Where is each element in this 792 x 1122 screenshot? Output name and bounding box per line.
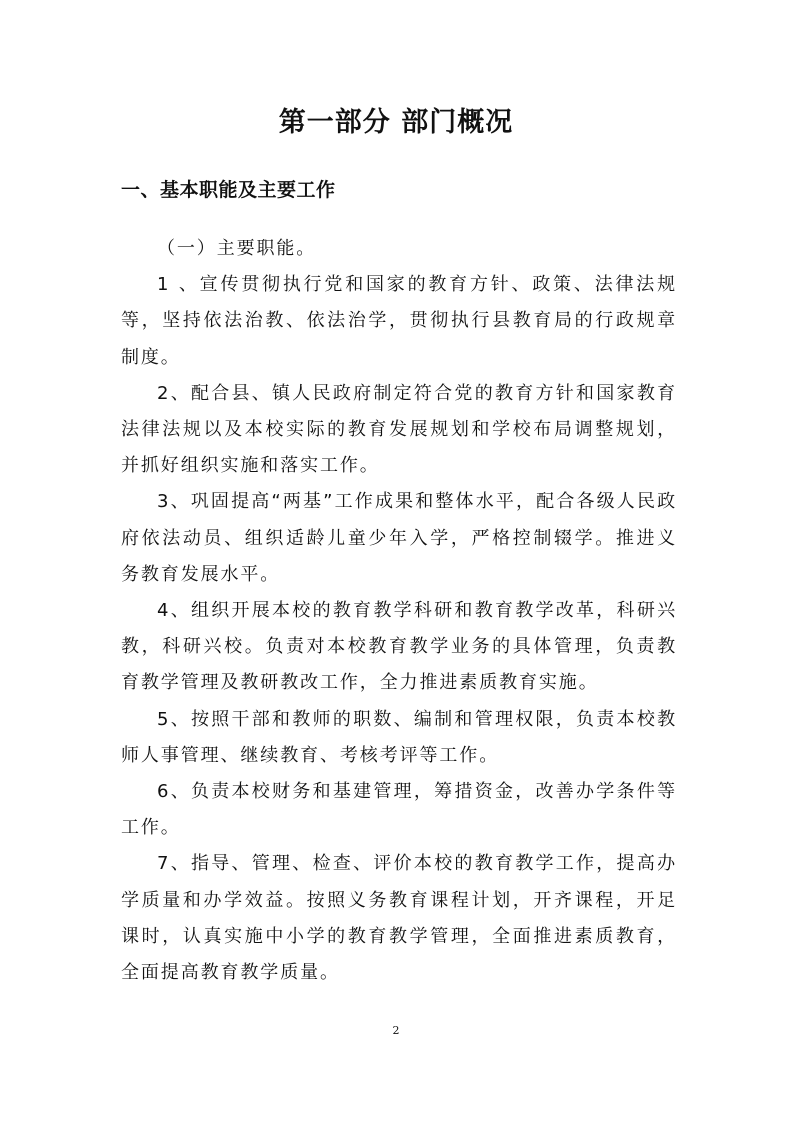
- subheading: （一）主要职能。: [157, 238, 317, 259]
- paragraph-3: 3、巩固提高“两基”工作成果和整体水平，配合各级人民政府依法动员、组织适龄儿童少年入学，严格控制辍学。推进义务教育发展水平。: [121, 491, 677, 585]
- paragraph-2: 2、配合县、镇人民政府制定符合党的教育方针和国家教育法律法规以及本校实际的教育发展规划和学校布局调整规划，并抓好组织实施和落实工作。: [121, 382, 677, 477]
- paragraph-5: 5、按照干部和教师的职数、编制和管理权限，负责本校教师人事管理、继续教育、考核考评等工作。: [121, 708, 677, 766]
- paragraph-1: 1 、宣传贯彻执行党和国家的教育方针、政策、法律法规等，坚持依法治教、依法治学，贯彻执行县教育局的行政规章制度。: [121, 274, 677, 368]
- section-heading: 一、基本职能及主要工作: [121, 179, 336, 201]
- paragraph-6: 6、负责本校财务和基建管理，筹措资金，改善办学条件等工作。: [121, 781, 677, 839]
- page-title: 第一部分 部门概况: [278, 107, 514, 138]
- paragraph-4: 4、组织开展本校的教育教学科研和教育教学改革，科研兴教，科研兴校。负责对本校教育教学业务的具体管理，负责教育教学管理及教研教改工作，全力推进素质教育实施。: [121, 600, 677, 694]
- document-body: [121, 231, 677, 991]
- paragraph-7: 7、指导、管理、检查、评价本校的教育教学工作，提高办学质量和办学效益。按照义务教育课程计划，开齐课程，开足课时，认真实施中小学的教育教学管理，全面推进素质教育，全面提高教育教学质量。: [121, 853, 677, 984]
- page-number: 2: [392, 1024, 400, 1037]
